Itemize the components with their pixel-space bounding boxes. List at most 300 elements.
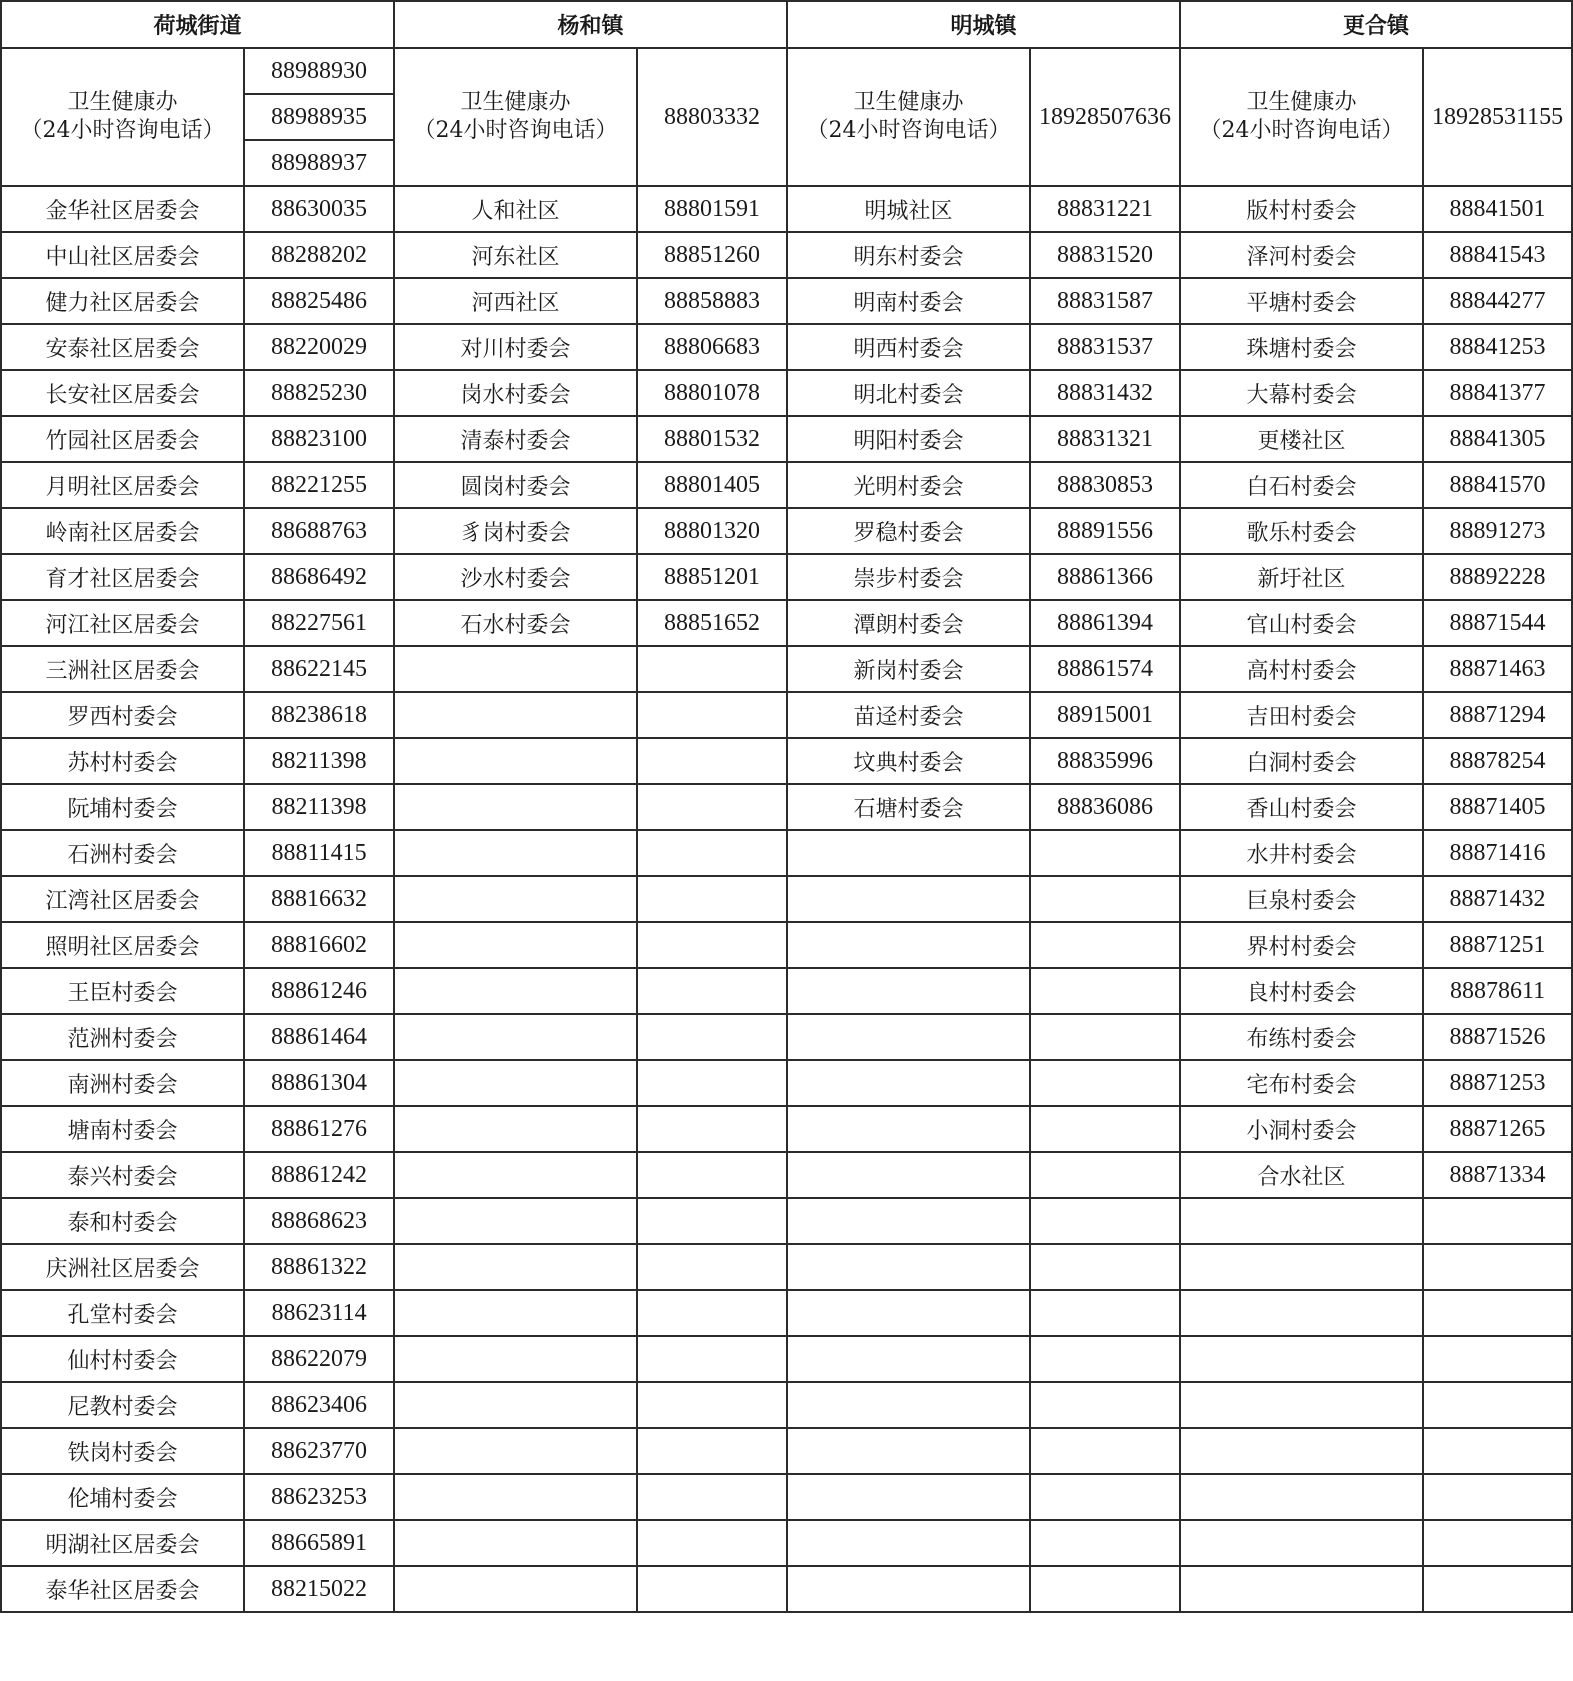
table-row	[1, 1152, 1572, 1198]
hecheng-unit-name: 江湾社区居委会	[1, 876, 244, 922]
mingcheng-unit-name: 明西村委会	[787, 324, 1030, 370]
mingcheng-unit-name: 罗稳村委会	[787, 508, 1030, 554]
hecheng-unit-phone: 88686492	[244, 554, 394, 600]
genghe-unit-name: 白洞村委会	[1180, 738, 1423, 784]
hecheng-unit-phone: 88811415	[244, 830, 394, 876]
yanghe-unit-name	[394, 646, 637, 692]
yanghe-unit-phone: 88851260	[637, 232, 787, 278]
office-phone-mingcheng: 18928507636	[1030, 48, 1180, 186]
mingcheng-unit-phone: 88831587	[1030, 278, 1180, 324]
genghe-unit-name: 更楼社区	[1180, 416, 1423, 462]
mingcheng-unit-phone	[1030, 1382, 1180, 1428]
hecheng-unit-name: 健力社区居委会	[1, 278, 244, 324]
genghe-unit-name: 版村村委会	[1180, 186, 1423, 232]
hecheng-unit-phone: 88816632	[244, 876, 394, 922]
mingcheng-unit-name	[787, 1244, 1030, 1290]
mingcheng-unit-phone: 88831520	[1030, 232, 1180, 278]
genghe-unit-name: 平塘村委会	[1180, 278, 1423, 324]
mingcheng-unit-phone: 88830853	[1030, 462, 1180, 508]
genghe-unit-phone: 88892228	[1423, 554, 1572, 600]
genghe-unit-phone	[1423, 1428, 1572, 1474]
table-row	[1, 1428, 1572, 1474]
genghe-unit-name: 歌乐村委会	[1180, 508, 1423, 554]
hecheng-unit-name: 罗西村委会	[1, 692, 244, 738]
yanghe-unit-phone: 88851201	[637, 554, 787, 600]
genghe-unit-phone: 88878611	[1423, 968, 1572, 1014]
yanghe-unit-name	[394, 922, 637, 968]
mingcheng-unit-name	[787, 876, 1030, 922]
genghe-unit-phone: 88891273	[1423, 508, 1572, 554]
yanghe-unit-name	[394, 738, 637, 784]
yanghe-unit-name: 河西社区	[394, 278, 637, 324]
genghe-unit-phone	[1423, 1382, 1572, 1428]
genghe-unit-name: 高村村委会	[1180, 646, 1423, 692]
mingcheng-unit-name	[787, 1060, 1030, 1106]
hecheng-unit-phone: 88688763	[244, 508, 394, 554]
hecheng-unit-name: 金华社区居委会	[1, 186, 244, 232]
mingcheng-unit-name: 明南村委会	[787, 278, 1030, 324]
mingcheng-unit-name: 潭朗村委会	[787, 600, 1030, 646]
mingcheng-unit-name	[787, 1474, 1030, 1520]
mingcheng-unit-phone: 88831321	[1030, 416, 1180, 462]
mingcheng-unit-name: 新岗村委会	[787, 646, 1030, 692]
yanghe-unit-name	[394, 1198, 637, 1244]
table-row	[1, 462, 1572, 508]
genghe-unit-name	[1180, 1428, 1423, 1474]
yanghe-unit-name: 对川村委会	[394, 324, 637, 370]
genghe-unit-phone	[1423, 1198, 1572, 1244]
yanghe-unit-name	[394, 1474, 637, 1520]
yanghe-unit-phone	[637, 1474, 787, 1520]
genghe-unit-phone	[1423, 1474, 1572, 1520]
genghe-unit-phone: 88841305	[1423, 416, 1572, 462]
table-row	[1, 278, 1572, 324]
table-row	[1, 1336, 1572, 1382]
hecheng-unit-phone: 88861322	[244, 1244, 394, 1290]
hecheng-unit-name: 竹园社区居委会	[1, 416, 244, 462]
mingcheng-unit-name	[787, 1520, 1030, 1566]
hecheng-unit-phone: 88861464	[244, 1014, 394, 1060]
table-row	[1, 876, 1572, 922]
genghe-unit-name: 香山村委会	[1180, 784, 1423, 830]
table-row	[1, 738, 1572, 784]
table-row	[1, 1014, 1572, 1060]
yanghe-unit-name	[394, 1290, 637, 1336]
hecheng-unit-phone: 88861304	[244, 1060, 394, 1106]
mingcheng-unit-name	[787, 1106, 1030, 1152]
yanghe-unit-phone	[637, 1382, 787, 1428]
hecheng-unit-phone: 88861246	[244, 968, 394, 1014]
mingcheng-unit-phone	[1030, 1106, 1180, 1152]
mingcheng-unit-phone	[1030, 922, 1180, 968]
table-row	[1, 1198, 1572, 1244]
hecheng-unit-name: 照明社区居委会	[1, 922, 244, 968]
table-row	[1, 1566, 1572, 1612]
yanghe-unit-phone	[637, 692, 787, 738]
hecheng-unit-phone: 88861276	[244, 1106, 394, 1152]
genghe-unit-phone: 88841377	[1423, 370, 1572, 416]
genghe-unit-phone: 88871251	[1423, 922, 1572, 968]
table-row	[1, 600, 1572, 646]
hecheng-unit-name: 育才社区居委会	[1, 554, 244, 600]
genghe-unit-phone: 88841253	[1423, 324, 1572, 370]
hecheng-unit-phone: 88288202	[244, 232, 394, 278]
genghe-unit-name: 珠塘村委会	[1180, 324, 1423, 370]
mingcheng-unit-name: 石塘村委会	[787, 784, 1030, 830]
header-hecheng: 荷城街道	[1, 1, 394, 48]
yanghe-unit-phone: 88801320	[637, 508, 787, 554]
yanghe-unit-phone: 88858883	[637, 278, 787, 324]
hecheng-unit-name: 苏村村委会	[1, 738, 244, 784]
mingcheng-unit-name	[787, 830, 1030, 876]
table-row	[1, 830, 1572, 876]
yanghe-unit-name: 河东社区	[394, 232, 637, 278]
hecheng-unit-name: 石洲村委会	[1, 830, 244, 876]
hecheng-unit-name: 南洲村委会	[1, 1060, 244, 1106]
genghe-unit-name: 巨泉村委会	[1180, 876, 1423, 922]
mingcheng-unit-name	[787, 1382, 1030, 1428]
genghe-unit-phone: 88871463	[1423, 646, 1572, 692]
hecheng-unit-phone: 88623406	[244, 1382, 394, 1428]
yanghe-unit-phone	[637, 968, 787, 1014]
hecheng-unit-name: 三洲社区居委会	[1, 646, 244, 692]
genghe-unit-phone	[1423, 1520, 1572, 1566]
yanghe-unit-phone	[637, 1244, 787, 1290]
yanghe-unit-name	[394, 1428, 637, 1474]
hecheng-unit-phone: 88630035	[244, 186, 394, 232]
table-row	[1, 324, 1572, 370]
genghe-unit-phone: 88871405	[1423, 784, 1572, 830]
yanghe-unit-phone	[637, 646, 787, 692]
office-label-yanghe	[394, 48, 637, 186]
genghe-unit-name	[1180, 1566, 1423, 1612]
yanghe-unit-name: 豸岗村委会	[394, 508, 637, 554]
hecheng-unit-name: 泰兴村委会	[1, 1152, 244, 1198]
office-phone-hecheng-3: 88988937	[244, 140, 394, 186]
genghe-unit-name	[1180, 1336, 1423, 1382]
genghe-unit-name	[1180, 1244, 1423, 1290]
mingcheng-unit-phone	[1030, 1290, 1180, 1336]
table-row	[1, 692, 1572, 738]
office-label-line2: （24小时咨询电话）	[20, 118, 225, 143]
genghe-unit-name: 吉田村委会	[1180, 692, 1423, 738]
genghe-unit-phone	[1423, 1244, 1572, 1290]
hecheng-unit-name: 安泰社区居委会	[1, 324, 244, 370]
yanghe-unit-phone: 88806683	[637, 324, 787, 370]
hecheng-unit-phone: 88665891	[244, 1520, 394, 1566]
yanghe-unit-phone: 88801532	[637, 416, 787, 462]
genghe-unit-phone: 88878254	[1423, 738, 1572, 784]
genghe-unit-name: 良村村委会	[1180, 968, 1423, 1014]
hecheng-unit-name: 长安社区居委会	[1, 370, 244, 416]
mingcheng-unit-name	[787, 922, 1030, 968]
yanghe-unit-name: 岗水村委会	[394, 370, 637, 416]
yanghe-unit-name	[394, 1106, 637, 1152]
genghe-unit-phone	[1423, 1566, 1572, 1612]
table-row	[1, 1474, 1572, 1520]
hecheng-unit-name: 孔堂村委会	[1, 1290, 244, 1336]
office-phone-hecheng-1: 88988930	[244, 48, 394, 94]
genghe-unit-name: 布练村委会	[1180, 1014, 1423, 1060]
hecheng-unit-name: 泰和村委会	[1, 1198, 244, 1244]
mingcheng-unit-name: 明城社区	[787, 186, 1030, 232]
genghe-unit-phone: 88871253	[1423, 1060, 1572, 1106]
header-row	[1, 1, 1572, 48]
table-row	[1, 1382, 1572, 1428]
mingcheng-unit-phone	[1030, 1336, 1180, 1382]
hecheng-unit-phone: 88825230	[244, 370, 394, 416]
genghe-unit-phone: 88871544	[1423, 600, 1572, 646]
mingcheng-unit-phone: 88861574	[1030, 646, 1180, 692]
yanghe-unit-phone	[637, 1336, 787, 1382]
hecheng-unit-name: 尼教村委会	[1, 1382, 244, 1428]
hecheng-unit-phone: 88823100	[244, 416, 394, 462]
yanghe-unit-name	[394, 784, 637, 830]
yanghe-unit-phone	[637, 1152, 787, 1198]
table-row	[1, 646, 1572, 692]
mingcheng-unit-name: 光明村委会	[787, 462, 1030, 508]
genghe-unit-phone: 88871526	[1423, 1014, 1572, 1060]
genghe-unit-name	[1180, 1290, 1423, 1336]
mingcheng-unit-phone: 88861366	[1030, 554, 1180, 600]
mingcheng-unit-name: 坟典村委会	[787, 738, 1030, 784]
table-row	[1, 968, 1572, 1014]
hecheng-unit-phone: 88861242	[244, 1152, 394, 1198]
mingcheng-unit-phone	[1030, 1014, 1180, 1060]
table-row	[1, 1290, 1572, 1336]
genghe-unit-phone: 88871294	[1423, 692, 1572, 738]
mingcheng-unit-phone: 88915001	[1030, 692, 1180, 738]
genghe-unit-name: 小洞村委会	[1180, 1106, 1423, 1152]
mingcheng-unit-name: 明阳村委会	[787, 416, 1030, 462]
mingcheng-unit-phone	[1030, 1244, 1180, 1290]
mingcheng-unit-name	[787, 1336, 1030, 1382]
yanghe-unit-phone	[637, 922, 787, 968]
hecheng-unit-name: 泰华社区居委会	[1, 1566, 244, 1612]
mingcheng-unit-phone: 88831537	[1030, 324, 1180, 370]
hecheng-unit-name: 王臣村委会	[1, 968, 244, 1014]
genghe-unit-phone	[1423, 1290, 1572, 1336]
yanghe-unit-name	[394, 968, 637, 1014]
genghe-unit-name	[1180, 1198, 1423, 1244]
mingcheng-unit-phone	[1030, 1566, 1180, 1612]
hecheng-unit-name: 月明社区居委会	[1, 462, 244, 508]
genghe-unit-name: 宅布村委会	[1180, 1060, 1423, 1106]
yanghe-unit-phone: 88801078	[637, 370, 787, 416]
mingcheng-unit-phone	[1030, 1060, 1180, 1106]
table-row	[1, 370, 1572, 416]
genghe-unit-phone: 88841570	[1423, 462, 1572, 508]
mingcheng-unit-name	[787, 1198, 1030, 1244]
mingcheng-unit-name: 崇步村委会	[787, 554, 1030, 600]
yanghe-unit-name	[394, 830, 637, 876]
yanghe-unit-phone	[637, 1106, 787, 1152]
hecheng-unit-name: 明湖社区居委会	[1, 1520, 244, 1566]
table-row	[1, 922, 1572, 968]
yanghe-unit-phone	[637, 876, 787, 922]
genghe-unit-name: 泽河村委会	[1180, 232, 1423, 278]
hecheng-unit-name: 仙村村委会	[1, 1336, 244, 1382]
mingcheng-unit-phone	[1030, 968, 1180, 1014]
yanghe-unit-name	[394, 1566, 637, 1612]
mingcheng-unit-phone	[1030, 1198, 1180, 1244]
hecheng-unit-phone: 88622145	[244, 646, 394, 692]
hecheng-unit-name: 范洲村委会	[1, 1014, 244, 1060]
hecheng-unit-phone: 88623770	[244, 1428, 394, 1474]
yanghe-unit-name	[394, 1382, 637, 1428]
yanghe-unit-name: 清泰村委会	[394, 416, 637, 462]
genghe-unit-phone: 88871334	[1423, 1152, 1572, 1198]
genghe-unit-name: 官山村委会	[1180, 600, 1423, 646]
office-phone-genghe: 18928531155	[1423, 48, 1572, 186]
hecheng-unit-name: 伦埔村委会	[1, 1474, 244, 1520]
yanghe-unit-phone: 88801591	[637, 186, 787, 232]
yanghe-unit-name	[394, 1244, 637, 1290]
hecheng-unit-phone: 88816602	[244, 922, 394, 968]
header-genghe: 更合镇	[1180, 1, 1572, 48]
table-row	[1, 508, 1572, 554]
yanghe-unit-name: 人和社区	[394, 186, 637, 232]
yanghe-unit-name	[394, 1520, 637, 1566]
table-row	[1, 186, 1572, 232]
mingcheng-unit-phone	[1030, 1428, 1180, 1474]
header-yanghe: 杨和镇	[394, 1, 787, 48]
yanghe-unit-phone	[637, 1520, 787, 1566]
genghe-unit-name: 白石村委会	[1180, 462, 1423, 508]
hecheng-unit-name: 铁岗村委会	[1, 1428, 244, 1474]
yanghe-unit-phone: 88801405	[637, 462, 787, 508]
yanghe-unit-phone	[637, 1566, 787, 1612]
mingcheng-unit-name	[787, 1152, 1030, 1198]
yanghe-unit-phone	[637, 830, 787, 876]
genghe-unit-phone: 88871416	[1423, 830, 1572, 876]
table-row	[1, 784, 1572, 830]
hecheng-unit-name: 中山社区居委会	[1, 232, 244, 278]
office-label-genghe	[1180, 48, 1423, 186]
genghe-unit-phone: 88871265	[1423, 1106, 1572, 1152]
mingcheng-unit-phone: 88831432	[1030, 370, 1180, 416]
office-label-line2: （24小时咨询电话）	[413, 118, 618, 143]
genghe-unit-name	[1180, 1474, 1423, 1520]
yanghe-unit-name: 圆岗村委会	[394, 462, 637, 508]
hecheng-unit-name: 庆洲社区居委会	[1, 1244, 244, 1290]
hecheng-unit-phone: 88220029	[244, 324, 394, 370]
table-row	[1, 1520, 1572, 1566]
mingcheng-unit-name	[787, 968, 1030, 1014]
table-row	[1, 1106, 1572, 1152]
genghe-unit-name: 大幕村委会	[1180, 370, 1423, 416]
mingcheng-unit-name: 苗迳村委会	[787, 692, 1030, 738]
genghe-unit-phone	[1423, 1336, 1572, 1382]
yanghe-unit-phone: 88851652	[637, 600, 787, 646]
hecheng-unit-name: 河江社区居委会	[1, 600, 244, 646]
mingcheng-unit-name	[787, 1014, 1030, 1060]
mingcheng-unit-phone: 88835996	[1030, 738, 1180, 784]
office-label-hecheng	[1, 48, 244, 186]
mingcheng-unit-phone: 88836086	[1030, 784, 1180, 830]
office-label-line1: 卫生健康办	[67, 90, 178, 115]
table-row	[1, 232, 1572, 278]
table-row	[1, 1244, 1572, 1290]
genghe-unit-phone: 88841543	[1423, 232, 1572, 278]
genghe-unit-phone: 88844277	[1423, 278, 1572, 324]
mingcheng-unit-phone	[1030, 1152, 1180, 1198]
mingcheng-unit-name	[787, 1566, 1030, 1612]
office-phone-hecheng-2: 88988935	[244, 94, 394, 140]
hecheng-unit-phone: 88227561	[244, 600, 394, 646]
yanghe-unit-phone	[637, 1290, 787, 1336]
hecheng-unit-phone: 88221255	[244, 462, 394, 508]
mingcheng-unit-name: 明北村委会	[787, 370, 1030, 416]
genghe-unit-name: 合水社区	[1180, 1152, 1423, 1198]
office-label-line1: 卫生健康办	[460, 90, 571, 115]
table-row	[1, 416, 1572, 462]
mingcheng-unit-name	[787, 1290, 1030, 1336]
yanghe-unit-name: 沙水村委会	[394, 554, 637, 600]
yanghe-unit-name	[394, 1060, 637, 1106]
office-row	[1, 48, 1572, 94]
mingcheng-unit-phone	[1030, 876, 1180, 922]
genghe-unit-phone: 88841501	[1423, 186, 1572, 232]
yanghe-unit-name: 石水村委会	[394, 600, 637, 646]
yanghe-unit-phone	[637, 738, 787, 784]
yanghe-unit-phone	[637, 1428, 787, 1474]
hecheng-unit-name: 岭南社区居委会	[1, 508, 244, 554]
mingcheng-unit-phone	[1030, 1474, 1180, 1520]
office-label-line2: （24小时咨询电话）	[1199, 118, 1404, 143]
office-label-mingcheng	[787, 48, 1030, 186]
yanghe-unit-phone	[637, 1014, 787, 1060]
table-row	[1, 554, 1572, 600]
mingcheng-unit-name	[787, 1428, 1030, 1474]
yanghe-unit-name	[394, 1336, 637, 1382]
genghe-unit-name	[1180, 1520, 1423, 1566]
yanghe-unit-name	[394, 692, 637, 738]
hecheng-unit-phone: 88238618	[244, 692, 394, 738]
office-label-line1: 卫生健康办	[1246, 90, 1357, 115]
genghe-unit-name: 界村村委会	[1180, 922, 1423, 968]
hecheng-unit-phone: 88211398	[244, 738, 394, 784]
office-phone-yanghe: 88803332	[637, 48, 787, 186]
hecheng-unit-phone: 88623114	[244, 1290, 394, 1336]
table-row	[1, 1060, 1572, 1106]
hecheng-unit-phone: 88825486	[244, 278, 394, 324]
yanghe-unit-name	[394, 1014, 637, 1060]
hecheng-unit-phone: 88215022	[244, 1566, 394, 1612]
yanghe-unit-name	[394, 876, 637, 922]
yanghe-unit-phone	[637, 1060, 787, 1106]
office-label-line1: 卫生健康办	[853, 90, 964, 115]
mingcheng-unit-phone: 88831221	[1030, 186, 1180, 232]
office-label-line2: （24小时咨询电话）	[806, 118, 1011, 143]
yanghe-unit-phone	[637, 784, 787, 830]
hecheng-unit-phone: 88868623	[244, 1198, 394, 1244]
yanghe-unit-phone	[637, 1198, 787, 1244]
mingcheng-unit-phone: 88861394	[1030, 600, 1180, 646]
hecheng-unit-name: 塘南村委会	[1, 1106, 244, 1152]
mingcheng-unit-phone	[1030, 1520, 1180, 1566]
mingcheng-unit-phone	[1030, 830, 1180, 876]
hecheng-unit-phone: 88622079	[244, 1336, 394, 1382]
hecheng-unit-phone: 88211398	[244, 784, 394, 830]
mingcheng-unit-name: 明东村委会	[787, 232, 1030, 278]
hecheng-unit-phone: 88623253	[244, 1474, 394, 1520]
genghe-unit-name: 水井村委会	[1180, 830, 1423, 876]
yanghe-unit-name	[394, 1152, 637, 1198]
header-mingcheng: 明城镇	[787, 1, 1180, 48]
genghe-unit-name	[1180, 1382, 1423, 1428]
hecheng-unit-name: 阮埔村委会	[1, 784, 244, 830]
